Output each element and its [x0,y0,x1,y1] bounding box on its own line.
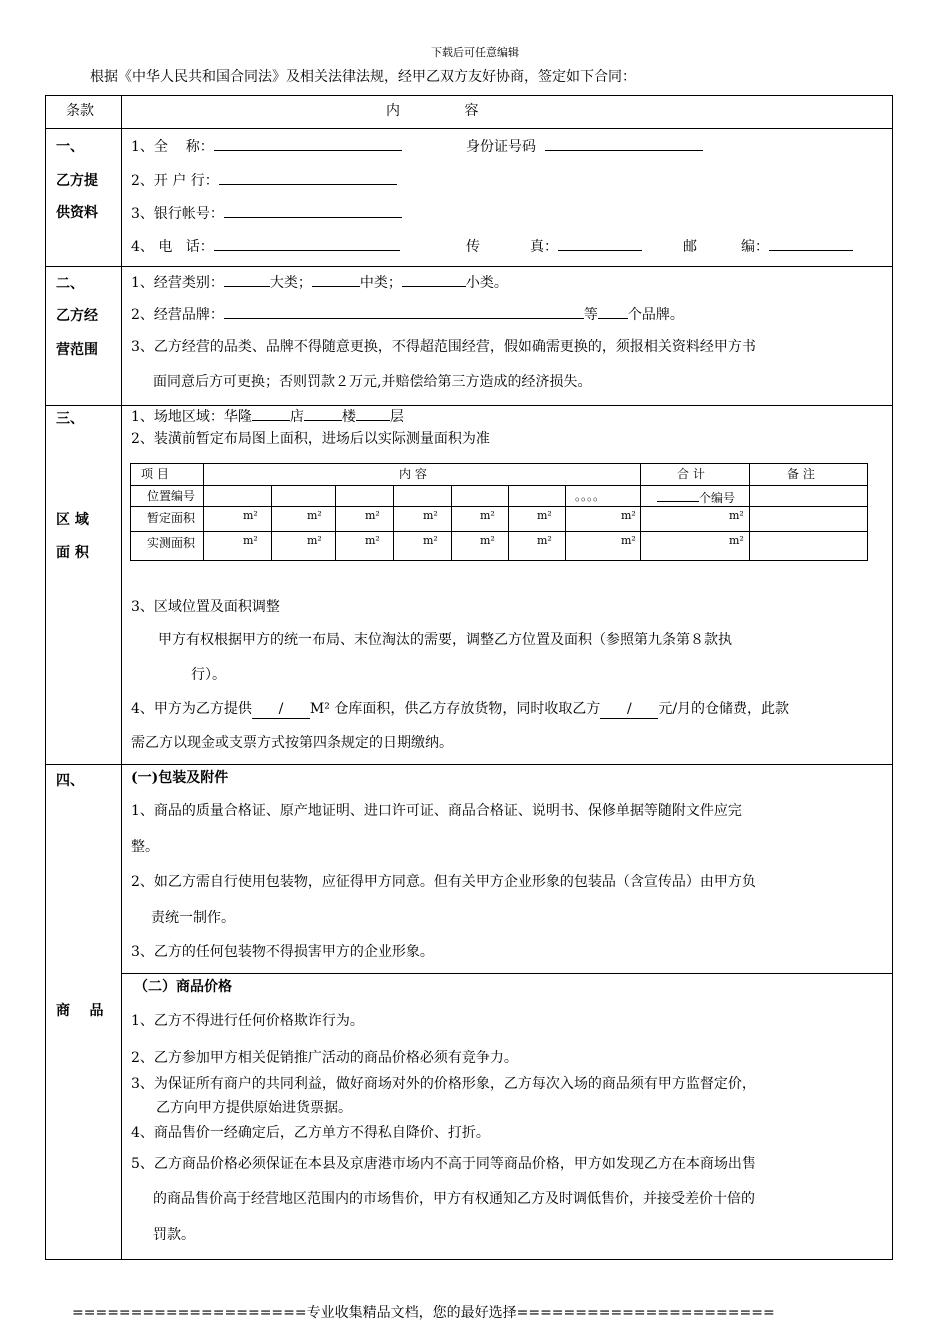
subtable-col-divider [565,485,566,560]
account-blank [224,203,402,218]
sec3-title-line1: 区 域 [56,512,89,528]
subtable-row-divider [131,506,867,507]
sec2-line3b: 面同意后方可更换；否则罚款２万元,并赔偿给第三方造成的经济损失。 [153,374,592,390]
storage-fee-blank [600,700,658,719]
warehouse-area-slash: / [278,701,284,717]
warehouse-area-blank [252,700,310,719]
sec3-line3-body2: 行）。 [191,667,226,683]
measured-area-label: 实测面积 [147,536,196,550]
category-label: 1、经营类别： [131,275,224,291]
subtable-content-header: 内 容 [399,467,427,481]
sec2-title-line1: 乙方经 [56,308,98,324]
bank-label: 2、开 户 行： [131,173,219,189]
area-unit-cell: m² [423,509,438,522]
area-unit-cell: m² [243,534,258,547]
sec1-number: 一、 [56,139,84,155]
sec1-line1 [131,136,402,156]
fax-blank [558,236,642,251]
area-unit-cell: m² [243,509,258,522]
major-category-blank [224,272,270,287]
fullname-blank [214,136,402,151]
major-category-text: 大类； [269,275,312,291]
fax-label: 传 [466,239,480,255]
price-line1: 1、乙方不得进行任何价格欺诈行为。 [131,1013,364,1029]
store-text: 店 [289,409,304,425]
floor-text: 层 [389,409,404,425]
position-number-label: 位置编号 [147,489,196,503]
zip-blank [769,236,853,251]
contract-table [45,95,893,1260]
building-text: 楼 [341,409,356,425]
phone-blank [214,236,400,251]
zip-colon: 编： [741,239,769,255]
packaging-line2b: 责统一制作。 [151,910,235,926]
subtable-col-divider [640,464,641,560]
minor-category-blank [402,272,466,287]
brand-etc: 等 [583,307,598,323]
price-line3b: 乙方向甲方提供原始进货票据。 [156,1100,352,1116]
price-line3a: 3、为保证所有商户的共同利益，做好商场对外的价格形象，乙方每次入场的商品须有甲方监督定价， [131,1076,756,1092]
area-unit-cell: m² [365,509,380,522]
packaging-line1b: 整。 [131,839,159,855]
sec2-line1 [131,272,508,292]
row-divider [121,973,892,974]
area-unit-cell: m² [537,534,552,547]
subtable-col-divider [508,485,509,560]
area-unit-cell: m² [729,509,744,522]
sec1-line4 [131,236,400,256]
subtable-col-divider [271,485,272,560]
position-count-blank [657,489,699,502]
column-divider [121,96,122,1259]
bank-blank [219,170,397,185]
minor-category-text: 小类。 [465,275,508,291]
id-number-field [466,136,703,156]
sec2-number: 二、 [56,276,84,292]
storage-fee-slash: / [626,701,632,717]
area-unit-cell: m² [307,509,322,522]
packaging-line1a: 1、商品的质量合格证、原产地证明、进口许可证、商品合格证、说明书、保修单据等随附文件应完 [131,803,742,819]
subtable-col-divider [749,464,750,560]
sec4-title: 商 品 [56,1003,104,1019]
id-number-label: 身份证号码 [466,139,536,155]
sec1-line3 [131,203,402,223]
price-title: （二）商品价格 [134,979,232,995]
area-unit-cell: m² [537,509,552,522]
area-unit-cell: m² [621,534,636,547]
sec3-line3-body1: 甲方有权根据甲方的统一布局、末位淘汰的需要，调整乙方位置及面积（参照第九条第８款执 [158,632,732,648]
area-unit-cell: m² [621,509,636,522]
id-number-blank [545,136,703,151]
warehouse-text: M² 仓库面积，供乙方存放货物，同时收取乙方 [309,701,601,717]
warehouse-label: 4、甲方为乙方提供 [131,701,252,717]
area-unit-cell: m² [307,534,322,547]
subtable-col-divider [203,464,204,560]
price-line5b: 的商品售价高于经营地区范围内的市场售价，甲方有权通知乙方及时调低售价，并接受差价十倍的 [153,1191,755,1207]
sec3-line4 [131,700,789,719]
mid-category-text: 中类； [359,275,402,291]
footer-banner: ====================专业收集精品文档，您的最好选择====================== [72,1305,775,1321]
mid-category-blank [312,272,360,287]
price-line4: 4、商品售价一经确定后，乙方单方不得私自降价、打折。 [131,1125,490,1141]
intro-text: 根据《中华人民共和国合同法》及相关法律法规，经甲乙双方友好协商，签定如下合同： [90,69,636,85]
floor-blank [356,406,390,421]
store-blank [252,406,290,421]
sec3-line3: 3、区域位置及面积调整 [131,599,280,615]
area-unit-cell: m² [480,509,495,522]
clause-header: 条款 [66,103,94,119]
storage-fee-text: 元/月的仓储费，此款 [658,701,790,717]
packaging-title: (一)包装及附件 [131,770,229,786]
sec1-title-line1: 乙方提 [56,173,98,189]
position-count-unit: 个编号 [699,491,736,505]
area-unit-cell: m² [365,534,380,547]
packaging-line3: 3、乙方的任何包装物不得损害甲方的企业形象。 [131,944,434,960]
sec3-line1 [131,406,404,426]
subtable-row-divider [131,485,867,486]
position-count [657,489,735,505]
row-divider [46,764,892,765]
brand-count-text: 个品牌。 [627,307,684,323]
sec2-line3a: 3、乙方经营的品类、品牌不得随意更换，不得超范围经营，假如确需更换的，须报相关资料经甲方书 [131,339,756,355]
subtable-item-header: 项 目 [141,467,169,481]
price-line5c: 罚款。 [153,1227,195,1243]
building-blank [304,406,342,421]
row-divider [46,266,892,267]
account-label: 3、银行帐号： [131,206,224,222]
subtable-col-divider [451,485,452,560]
brand-blank [224,304,584,319]
continuation-dots: 。。。。 [575,489,606,503]
brand-label: 2、经营品牌： [131,307,224,323]
header-note: 下载后可任意编辑 [431,46,519,59]
sec3-line2: 2、装潢前暂定布局图上面积，进场后以实际测量面积为准 [131,431,490,447]
subtable-col-divider [335,485,336,560]
phone-label: 4、 电 话： [131,239,214,255]
venue-label: 1、场地区域：华隆 [131,409,252,425]
subtable-col-divider [393,485,394,560]
packaging-line2a: 2、如乙方需自行使用包装物，应征得甲方同意。但有关甲方企业形象的包装品（含宣传品）由甲方负 [131,874,756,890]
area-subtable [130,463,868,561]
content-header: 内 容 [386,103,479,119]
brand-count-blank [598,304,628,319]
area-unit-cell: m² [423,534,438,547]
subtable-row-divider [131,531,867,532]
sec4-number: 四、 [56,773,84,789]
row-divider [46,128,892,129]
zip-field [683,236,853,256]
tentative-area-label: 暂定面积 [147,511,196,525]
fullname-label: 1、全 称： [131,139,214,155]
sec2-line2 [131,304,684,324]
area-unit-cell: m² [480,534,495,547]
price-line2: 2、乙方参加甲方相关促销推广活动的商品价格必须有竞争力。 [131,1050,518,1066]
area-unit-cell: m² [729,534,744,547]
sec1-line2 [131,170,397,190]
zip-label: 邮 [683,239,697,255]
sec1-title-line2: 供资料 [56,205,98,221]
fax-colon: 真： [530,239,558,255]
sec3-number: 三、 [56,411,84,427]
fax-field [466,236,642,256]
sec3-title-line2: 面 积 [56,545,89,561]
price-line5a: 5、乙方商品价格必须保证在本县及京唐港市场内不高于同等商品价格，甲方如发现乙方在本商场出售 [131,1156,756,1172]
sec3-line4b: 需乙方以现金或支票方式按第四条规定的日期缴纳。 [131,735,453,751]
sec2-title-line2: 营范围 [56,342,98,358]
subtable-note-header: 备 注 [787,467,815,481]
subtable-total-header: 合 计 [677,467,705,481]
